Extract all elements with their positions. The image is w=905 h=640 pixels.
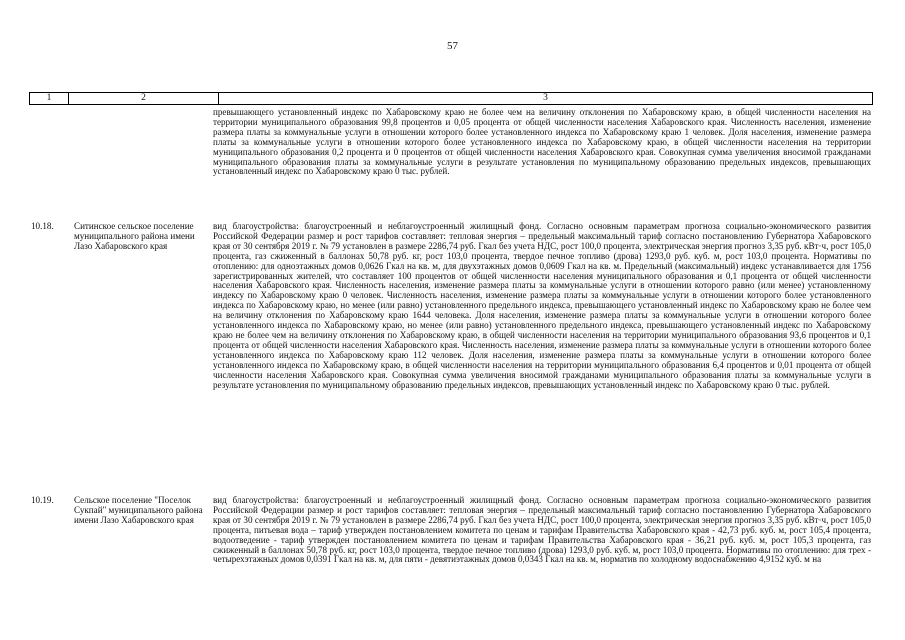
row-number: 10.18. xyxy=(31,221,54,231)
row-description: вид благоустройства: благоустроенный и неблагоустроенный жилищный фонд. Согласно основным параметрам прогноза социально-экономического развития Российской Федерации размер и рост тарифов составляет: тепловая энергия – предельный максимальный тариф согласно постановлению Губернатора Хабаровского края от 30 сентября 2019 г. № 79 установлен в размере 2286,74 руб. Гкал без учета НДС, рост 100,0 процента, электрическая энергия прогноз 3,35 руб. кВт·ч, рост 105,0 процента, питьевая вода – тариф утвержден постановлением комитета по ценам и тарифам Правительства Хабаровского края - 42,73 руб. куб. м, рост 105,4 процента, водоотведение - тариф утвержден постановлением комитета по ценам и тарифам Правительства Хабаровского края - 36,21 руб. куб. м, рост 105,3 процента, газ сжиженный в баллонах 50,78 руб. кг, рост 103,0 процента, твердое печное топливо (дрова) 1293,0 руб. куб. м, рост 103,0 процента. Нормативы по отоплению: для трех - четырехэтажных домов 0,0391 Гкал на кв. м, для пяти - девятиэтажных домов 0,0343 Гкал на кв. м, норматив по холодному водоснабжению 4,9152 куб. м на xyxy=(213,495,871,565)
header-col-3: 3 xyxy=(543,93,548,103)
continuation-text: превышающего установленный индекс по Хабаровскому краю не более чем на величину отклонения по Хабаровскому краю, в общей численности населения на территории муниципального образования 99,8 процентов и 0,05 процента от общей численности населения Хабаровского края. Численность населения, изменение размера платы за коммунальные услуги в отношении которого более установленного индекса по Хабаровскому краю 1 человек. Доля населения, изменение размера платы за коммунальные услуги в отношении которого более установленного индекса по Хабаровскому краю, в общей численности населения на территории муниципального образования 0,2 процента и 0 процентов от общей численности населения Хабаровского края. Совокупная сумма увеличения вносимой гражданами муниципального образования платы за коммунальные услуги в результате установления по муниципальному образованию предельных индексов, превышающих установленный индекс по Хабаровскому краю 0 тыс. рублей. xyxy=(213,107,871,177)
page-number: 57 xyxy=(447,40,458,52)
header-col-1: 1 xyxy=(30,93,69,104)
row-number: 10.19. xyxy=(31,495,54,505)
municipality-name: Ситинское сельское поселение муниципального района имени Лазо Хабаровского края xyxy=(74,221,195,251)
header-col-2: 2 xyxy=(69,93,219,104)
table-header xyxy=(29,92,873,105)
municipality-name: Сельское поселение "Поселок Сукпай" муниципального района имени Лазо Хабаровского края xyxy=(74,495,203,525)
row-description: вид благоустройства: благоустроенный и неблагоустроенный жилищный фонд. Согласно основным параметрам прогноза социально-экономического развития Российской Федерации размер и рост тарифов составляет: тепловая энергия – предельный максимальный тариф согласно постановлению Губернатора Хабаровского края от 30 сентября 2019 г. № 79 установлен в размере 2286,74 руб. Гкал без учета НДС, рост 100,0 процента, электрическая энергия прогноз 3,35 руб. кВт·ч, рост 105,0 процента, газ сжиженный в баллонах 50,78 руб. кг, рост 103,0 процента, твердое печное топливо (дрова) 1293,0 руб. куб. м, рост 103,0 процента. Нормативы по отоплению: для одноэтажных домов 0,0626 Гкал на кв. м, для двухэтажных домов 0,0609 Гкал на кв. м. Предельный (максимальный) индекс устанавливается для 1756 зарегистрированных жителей, что составляет 100 процентов от общей численности населения муниципального образования и 0,1 процента от общей численности населения Хабаровского края. Численность населения, изменение размера платы за коммунальные услуги в отношении которого равно (или менее) установленному индексу по Хабаровскому краю 0 человек. Численность населения, изменение размера платы за коммунальные услуги в отношении которого более установленного индекса по Хабаровскому краю, но менее (или равно) установленного предельного индекса, превышающего установленный индекс по Хабаровскому краю не более чем на величину отклонения по Хабаровскому краю 1644 человека. Доля населения, изменение размера платы за коммунальные услуги в отношении которого более установленного индекса по Хабаровскому краю, но менее (или равно) установленного предельного индекса, превышающего установленный индекс по Хабаровскому краю не более чем на величину отклонения по Хабаровскому краю, в общей численности населения на территории муниципального образования 93,6 процентов и 0,1 процента от общей численности населения Хабаровского края. Численность населения, изменение размера платы за коммунальные услуги в отношении которого более установленного индекса по Хабаровскому краю 112 человек. Доля населения, изменение размера платы за коммунальные услуги в отношении которого более установленного индекса по Хабаровскому краю, в общей численности населения на территории муниципального образования 6,4 процентов и 0,01 процента от общей численности населения Хабаровского края. Совокупная сумма увеличения вносимой гражданами муниципального образования платы за коммунальные услуги в результате установления по муниципальному образованию предельных индексов, превышающих установленный индекс по Хабаровскому краю 0 тыс. рублей. xyxy=(213,221,871,390)
